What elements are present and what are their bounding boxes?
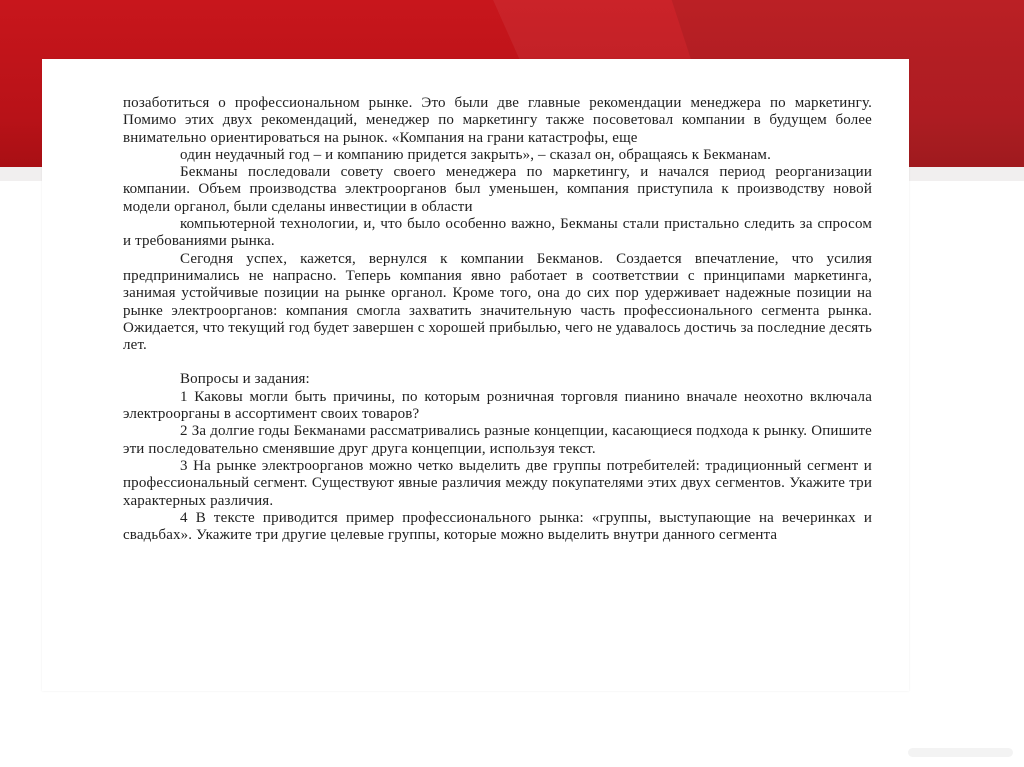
paragraph-3: Бекманы последовали совету своего менеджера по маркетингу, и начался период реорганизации компании. Объем производства электроорганов был уменьшен, компания приступила к производству новой модели органол, были сделаны инвестиции в области: [123, 164, 872, 215]
question-1: 1 Каковы могли быть причины, по которым розничная торговля пианино вначале неохотно включала электроорганы в ассортимент своих товаров?: [123, 388, 872, 423]
section-gap: [123, 354, 872, 371]
watermark-mark: [908, 748, 1013, 757]
questions-heading: Вопросы и задания:: [180, 371, 310, 388]
paragraph-1: позаботиться о профессиональном рынке. Это были две главные рекомендации менеджера по маркетингу. Помимо этих двух рекомендаций, менеджер по маркетингу также посоветовал компании в будущем более внимательно ориентироваться на рынок. «Компания на грани катастрофы, еще: [123, 95, 872, 146]
document-page: [42, 59, 909, 691]
question-4: 4 В тексте приводится пример профессионального рынка: «группы, выступающие на вечеринках и свадьбах». Укажите три другие целевые группы, которые можно выделить внутри данного сегмента: [123, 509, 872, 544]
question-2: 2 За долгие годы Бекманами рассматривались разные концепции, касающиеся подхода к рынку. Опишите эти последовательно сменявшие друг друга концепции, используя текст.: [123, 423, 872, 457]
paragraph-4: компьютерной технологии, и, что было особенно важно, Бекманы стали пристально следить за спросом и требованиями рынка.: [123, 216, 872, 250]
paragraph-2: один неудачный год – и компанию придется закрыть», – сказал он, обращаясь к Бекманам.: [180, 146, 771, 163]
paragraph-5: Сегодня успех, кажется, вернулся к компании Бекманов. Создается впечатление, что усилия предпринимались не напрасно. Теперь компания явно работает в соответствии с принципами маркетинга, занимая устойчивые позиции на рынке органол. Кроме того, она до сих пор удерживает надежные позиции на рынке электроорганов: компания смогла захватить значительную часть профессионального сегмента рынка. Ожидается, что текущий год будет завершен с хорошей прибылью, чего не удавалось достичь за последние десять лет.: [123, 250, 872, 354]
document-text: [123, 95, 872, 544]
question-3: 3 На рынке электроорганов можно четко выделить две группы потребителей: традиционный сегмент и профессиональный сегмент. Существуют явные различия между покупателями этих двух сегментов. Укажите три характерных различия.: [123, 457, 872, 509]
